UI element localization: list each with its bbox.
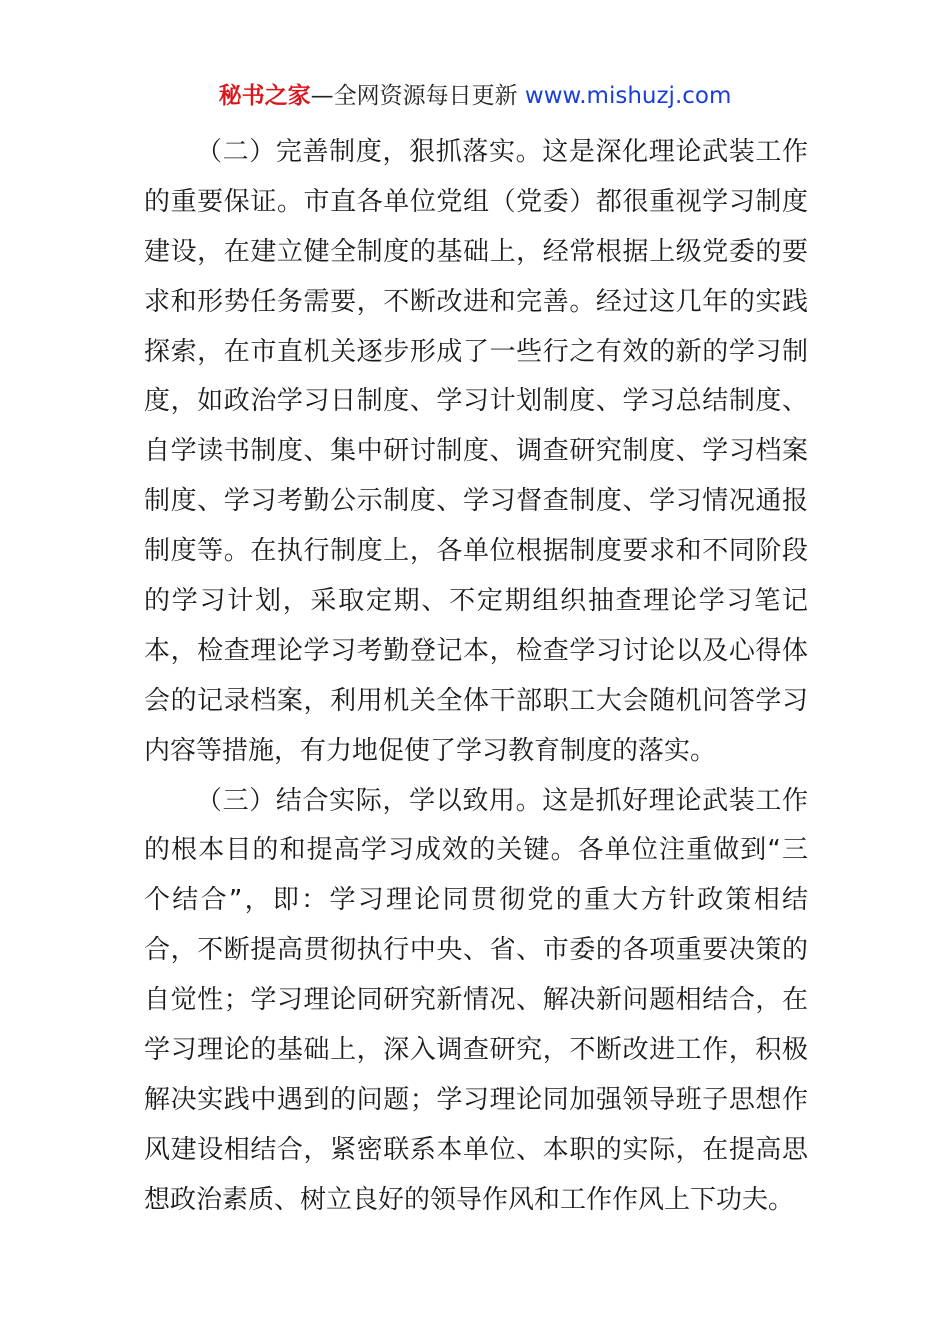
paragraph-2-line: 制度、学习考勤公示制度、学习督查制度、学习情况通报 xyxy=(144,486,808,517)
paragraph-2-line: 本，检查理论学习考勤登记本，检查学习讨论以及心得体 xyxy=(144,635,808,666)
paragraph-2-line: 度，如政治学习日制度、学习计划制度、学习总结制度、 xyxy=(144,386,808,417)
paragraph-3-line: 合，不断提高贯彻执行中央、省、市委的各项重要决策的 xyxy=(144,935,808,966)
paragraph-3-line: 风建设相结合，紧密联系本单位、本职的实际，在提高思 xyxy=(144,1134,808,1165)
document-body xyxy=(144,128,808,1226)
paragraph-3-line: 自觉性；学习理论同研究新情况、解决新问题相结合，在 xyxy=(144,985,808,1016)
paragraph-3-line: 解决实践中遇到的问题；学习理论同加强领导班子思想作 xyxy=(144,1084,808,1115)
paragraph-2-line: 自学读书制度、集中研讨制度、调查研究制度、学习档案 xyxy=(144,436,808,467)
paragraph-2-line: 的学习计划，采取定期、不定期组织抽查理论学习笔记 xyxy=(144,586,808,617)
paragraph-2-line: （二）完善制度，狠抓落实。这是深化理论武装工作 xyxy=(196,137,808,167)
brand-name: 秘书之家 xyxy=(218,83,311,109)
paragraph-2-line: 建设，在建立健全制度的基础上，经常根据上级党委的要 xyxy=(144,236,808,267)
paragraph-2-line: 内容等措施，有力地促使了学习教育制度的落实。 xyxy=(144,735,717,766)
paragraph-2-line: 探索，在市直机关逐步形成了一些行之有效的新的学习制 xyxy=(144,336,808,367)
paragraph-3-line: （三）结合实际，学以致用。这是抓好理论武装工作 xyxy=(196,785,808,816)
paragraph-2-line: 的重要保证。市直各单位党组（党委）都很重视学习制度 xyxy=(144,186,808,217)
paragraph-3-line: 个结合”，即：学习理论同贯彻党的重大方针政策相结 xyxy=(144,885,808,916)
paragraph-2-line: 求和形势任务需要，不断改进和完善。经过这几年的实践 xyxy=(144,286,808,317)
site-url: www.mishuzj.com xyxy=(524,83,732,109)
paragraph-2-line: 制度等。在执行制度上，各单位根据制度要求和不同阶段 xyxy=(144,536,808,567)
paragraph-3-line: 的根本目的和提高学习成效的关键。各单位注重做到“三 xyxy=(144,835,808,866)
paragraph-3-line: 想政治素质、树立良好的领导作风和工作作风上下功夫。 xyxy=(144,1184,795,1215)
header-tagline: —全网资源每日更新 xyxy=(310,83,525,109)
paragraph-3-line: 学习理论的基础上，深入调查研究，不断改进工作，积极 xyxy=(144,1035,808,1066)
page-header xyxy=(0,80,950,112)
paragraph-2-line: 会的记录档案，利用机关全体干部职工大会随机问答学习 xyxy=(144,685,808,716)
